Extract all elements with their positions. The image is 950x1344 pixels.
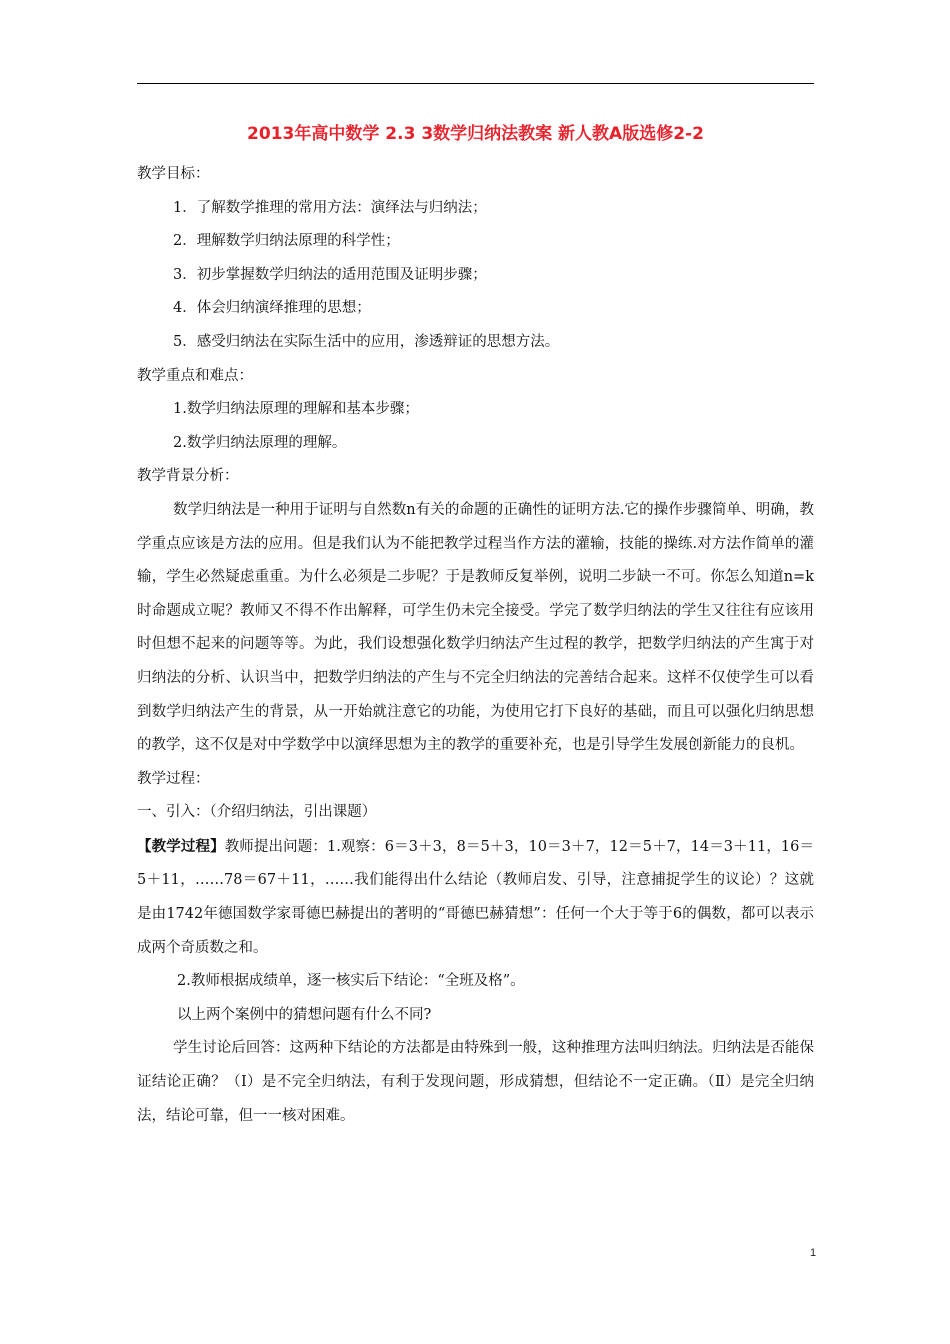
key-point-item: 2.数学归纳法原理的理解。 <box>173 434 347 451</box>
objective-item: 1．了解数学推理的常用方法：演绎法与归纳法； <box>173 199 487 216</box>
objective-item: 5．感受归纳法在实际生活中的应用，渗透辩证的思想方法。 <box>173 333 560 350</box>
objective-item: 2．理解数学归纳法原理的科学性； <box>173 233 400 250</box>
objective-item: 4．体会归纳演绎推理的思想； <box>173 300 371 317</box>
objective-item: 3．初步掌握数学归纳法的适用范围及证明步骤； <box>173 266 487 283</box>
process-paragraph-1-text: 教师提出问题：1.观察：6＝3＋3，8＝5＋3，10＝3＋7，12＝5＋7，14＝3＋11，16＝5＋11，……78＝67＋11，……我们能得出什么结论（教师启发、引导，注意捕捉学生的议论）？这就是由1742年德国数学家哥德巴赫提出的著明的“哥德巴赫猜想”：任何一个大于等于6的偶数，都可以表示成两个奇质数之和。 <box>137 838 814 956</box>
key-point-item: 1.数学归纳法原理的理解和基本步骤； <box>173 401 419 418</box>
document-title: 2013年高中数学 2.3 3数学归纳法教案 新人教A版选修2-2 <box>247 124 704 144</box>
header-rule <box>137 83 814 84</box>
page-number: 1 <box>810 1247 817 1259</box>
process-heading: 教学过程： <box>137 770 210 787</box>
process-line-3: 以上两个案例中的猜想问题有什么不同? <box>177 1006 432 1023</box>
intro-line: 一、引入：（介绍归纳法，引出课题） <box>137 804 377 821</box>
document-body <box>137 116 814 1133</box>
process-paragraph-2: 学生讨论后回答：这两种下结论的方法都是由特殊到一般，这种推理方法叫归纳法。归纳法是否能保证结论正确？（Ⅰ）是不完全归纳法，有利于发现问题，形成猜想，但结论不一定正确。（Ⅱ）是完全归纳法，结论可靠，但一一核对困难。 <box>137 1040 814 1124</box>
process-paragraph-1 <box>137 830 814 965</box>
process-line-2: 2.教师根据成绩单，逐一核实后下结论：“全班及格”。 <box>177 973 525 990</box>
background-heading: 教学背景分析： <box>137 468 239 485</box>
key-points-heading: 教学重点和难点： <box>137 367 253 384</box>
objectives-heading: 教学目标： <box>137 166 210 182</box>
process-bracket-label: 【教学过程】 <box>137 837 225 855</box>
background-paragraph: 数学归纳法是一种用于证明与自然数n有关的命题的正确性的证明方法.它的操作步骤简单、明确，教学重点应该是方法的应用。但是我们认为不能把教学过程当作方法的灌输，技能的操练.对方法作简单的灌输，学生必然疑虑重重。为什么必须是二步呢？于是教师反复举例，说明二步缺一不可。你怎么知道n=k时命题成立呢？教师又不得不作出解释，可学生仍未完全接受。学完了数学归纳法的学生又往往有应该用时但想不起来的问题等等。为此，我们设想强化数学归纳法产生过程的教学，把数学归纳法的产生寓于对归纳法的分析、认识当中，把数学归纳法的产生与不完全归纳法的完善结合起来。这样不仅使学生可以看到数学归纳法产生的背景，从一开始就注意它的功能，为使用它打下良好的基础，而且可以强化归纳思想的教学，这不仅是对中学数学中以演绎思想为主的教学的重要补充，也是引导学生发展创新能力的良机。 <box>137 501 814 754</box>
